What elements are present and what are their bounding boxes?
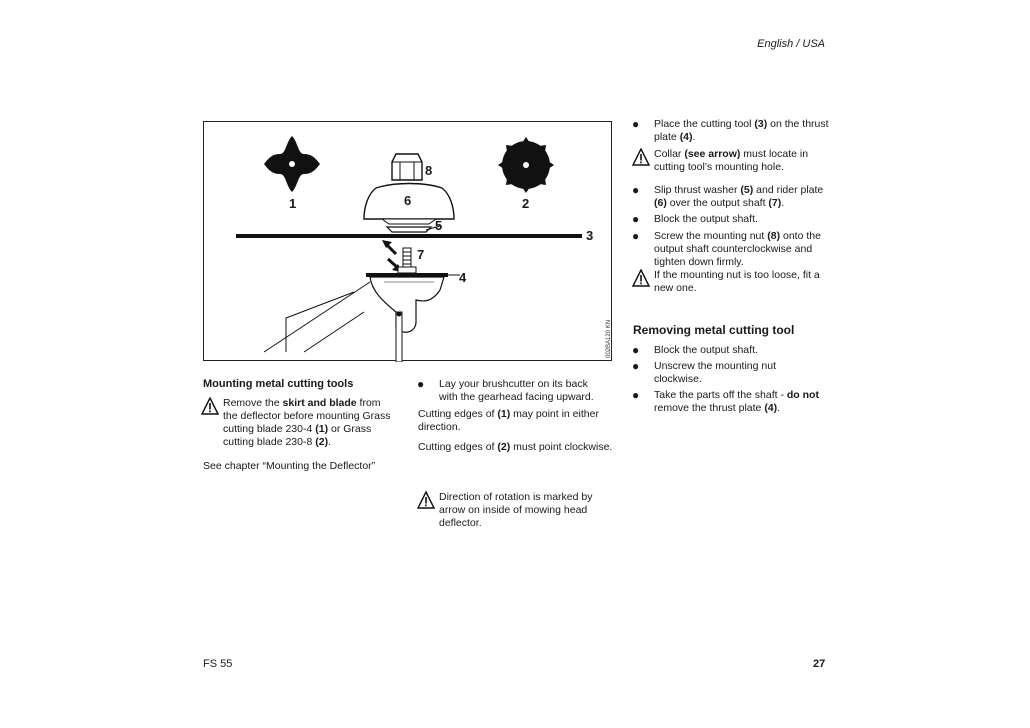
bullet-icon: ●: [632, 212, 640, 226]
assembly-illustration: [204, 122, 613, 362]
label-7: 7: [417, 247, 425, 262]
para-cutting-edges-2: Cutting edges of (2) must point clockwise.: [418, 441, 613, 453]
label-6: 6: [404, 193, 412, 208]
bullet-icon: ●: [632, 229, 640, 243]
bullet-icon: ●: [632, 343, 640, 357]
bullet-unscrew-nut: ● Unscrew the mounting nut clockwise.: [632, 359, 776, 385]
blade-230-4-drawing: [264, 136, 320, 192]
warning-rotation-direction: Direction of rotation is marked by arrow on inside of mowing head deflector.: [439, 491, 607, 530]
label-8: 8: [425, 163, 433, 178]
bullet-lay-brushcutter: ● Lay your brushcutter on its back with the gearhead facing upward.: [417, 377, 594, 403]
bullet-icon: ●: [632, 117, 640, 131]
bullet-icon: ●: [417, 377, 425, 391]
assembly-figure: [203, 121, 612, 361]
bullet-icon: ●: [632, 183, 640, 197]
para-cutting-edges-1: Cutting edges of (1) may point in either direction.: [418, 408, 599, 433]
warning-loose-nut: If the mounting nut is too loose, fit a new one.: [654, 269, 829, 295]
thrust-washer-drawing: [387, 227, 431, 232]
label-4: 4: [459, 270, 467, 285]
bullet-remove-block-shaft: ● Block the output shaft.: [632, 343, 758, 357]
gearhead-drawing: [264, 273, 460, 362]
page-number: 27: [813, 658, 826, 670]
header-language: English / USA: [757, 38, 825, 50]
label-1: 1: [289, 196, 297, 211]
warning-triangle-icon: [632, 269, 650, 291]
blade-230-8-drawing: [498, 137, 554, 193]
label-3: 3: [586, 228, 594, 243]
mounting-nut-drawing: [392, 154, 422, 180]
bullet-icon: ●: [632, 359, 640, 373]
figure-code: 002BA120 KN: [606, 319, 612, 358]
warning-remove-skirt: Remove the skirt and blade from the deflector before mounting Grass cutting blade 230-4 (1) or Grass cutting blade 230-8 (2).: [223, 397, 398, 449]
bullet-place-cutting-tool: ● Place the cutting tool (3) on the thrust plate (4).: [632, 117, 829, 143]
warning-triangle-icon: [632, 148, 650, 170]
mounting-heading: Mounting metal cutting tools: [203, 378, 354, 390]
bullet-icon: ●: [632, 388, 640, 402]
warning-triangle-icon: [417, 491, 435, 513]
output-shaft-drawing: [398, 248, 416, 273]
warning-triangle-icon: [201, 397, 219, 419]
removing-heading: Removing metal cutting tool: [633, 323, 795, 337]
footer-model: FS 55: [203, 658, 233, 670]
label-5: 5: [435, 218, 443, 233]
bullet-slip-washer: ● Slip thrust washer (5) and rider plate (6) over the output shaft (7).: [632, 183, 824, 209]
bullet-take-parts-off: ● Take the parts off the shaft - do not remove the thrust plate (4).: [632, 388, 819, 414]
see-chapter-note: See chapter “Mounting the Deflector”: [203, 460, 376, 472]
bullet-screw-nut: ● Screw the mounting nut (8) onto the output shaft counterclockwise and tighten down firmly.: [632, 229, 821, 268]
bullet-block-shaft: ● Block the output shaft.: [632, 212, 758, 226]
label-2: 2: [522, 196, 530, 211]
warning-collar: Collar (see arrow) must locate in cutting tool’s mounting hole.: [654, 148, 829, 174]
